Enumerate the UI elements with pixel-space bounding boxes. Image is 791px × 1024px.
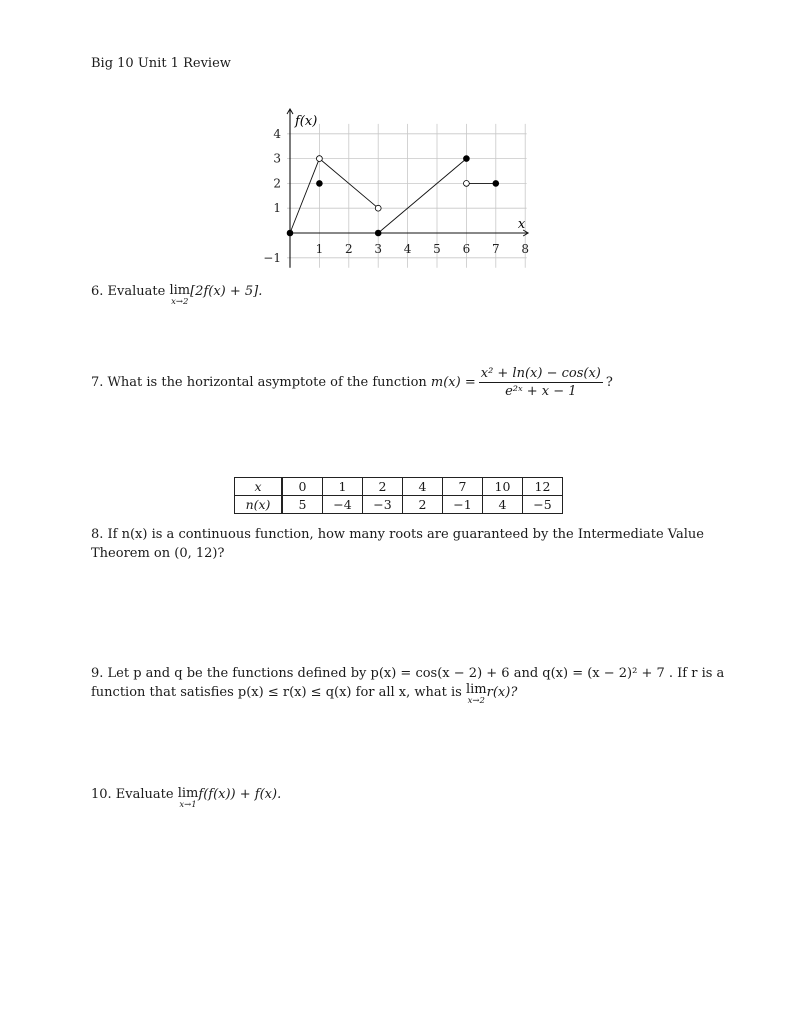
closed-point [287,230,293,236]
limit-subscript: x→1 [179,800,197,810]
question-9 [91,664,724,706]
x-tick-label: 2 [344,242,353,256]
q7-function-name: m(x) = [430,375,476,390]
question-7 [91,366,613,399]
x-tick-label: 6 [462,242,471,256]
table-cell-n: 2 [403,496,443,514]
q7-prefix: 7. What is the horizontal asymptote of the function [91,375,431,390]
graph-points [287,156,499,236]
y-tick-label: −1 [263,250,281,265]
x-tick-label: 8 [521,242,530,256]
graph-segment [290,159,319,233]
limit-notation: lim x→1 [177,786,199,810]
table-row-n [235,496,563,514]
open-point [375,205,381,211]
q7-denominator: e²ˣ + x − 1 [505,384,577,399]
q9-line-2: function that satisfies p(x) ≤ r(x) ≤ q(x) for all x, what is lim x→2 r(x)? [91,682,518,706]
y-tick-label: 4 [273,126,281,141]
table-cell-x: 4 [403,478,443,496]
graph-segments [290,159,496,233]
x-tick-label: 1 [315,242,324,256]
q10-expression: f(f(x)) + f(x). [198,787,282,802]
question-8 [91,525,704,563]
q7-fraction [479,366,603,399]
closed-point [375,230,381,236]
limit-notation: lim x→2 [169,283,191,307]
q7-numerator: x² + ln(x) − cos(x) [480,366,601,381]
closed-point [317,181,323,187]
open-point [464,181,470,187]
y-tick-label: 2 [273,176,281,191]
table-row-x [235,478,563,496]
limit-notation: lim x→2 [465,682,487,706]
question-10 [91,787,281,810]
closed-point [493,181,499,187]
x-tick-label: 7 [491,242,500,256]
y-axis-label: f(x) [295,114,318,130]
open-point [317,156,323,162]
table-header-n: n(x) [235,496,283,514]
q6-prefix: 6. Evaluate [91,284,170,299]
table-cell-x: 2 [363,478,403,496]
function-graph [250,100,540,280]
q6-expression: [2f(x) + 5]. [190,284,263,299]
table-cell-n: −1 [443,496,483,514]
x-tick-label: 5 [433,242,441,256]
x-tick-label: 3 [374,242,383,256]
table-cell-n: 5 [282,496,323,514]
table-cell-x: 1 [323,478,363,496]
q8-line-2: Theorem on (0, 12)? [91,546,225,561]
table-cell-n: −5 [523,496,563,514]
table-cell-n: −4 [323,496,363,514]
limit-subscript: x→2 [467,696,485,706]
closed-point [464,156,470,162]
graph-tick-labels [263,127,529,265]
y-tick-label: 1 [273,201,281,216]
graph-segment [378,159,466,233]
q7-suffix: ? [605,375,613,390]
q10-prefix: 10. Evaluate [91,787,178,802]
question-6 [91,284,262,307]
page-title: Big 10 Unit 1 Review [91,56,231,71]
x-axis-label: x [517,217,526,232]
table-header-x: x [235,478,283,496]
table-cell-x: 10 [483,478,523,496]
x-tick-label: 4 [403,242,412,256]
q9-line-1: 9. Let p and q be the functions defined by p(x) = cos(x − 2) + 6 and q(x) = (x − 2)² + 7 . If r is a [91,666,725,681]
table-cell-n: 4 [483,496,523,514]
y-tick-label: 3 [273,151,281,166]
table-cell-x: 7 [443,478,483,496]
values-table [234,477,563,514]
limit-subscript: x→2 [171,297,189,307]
q8-line-1: 8. If n(x) is a continuous function, how many roots are guaranteed by the Intermediate Value [91,527,704,542]
table-cell-x: 0 [282,478,323,496]
table-cell-x: 12 [523,478,563,496]
table-cell-n: −3 [363,496,403,514]
